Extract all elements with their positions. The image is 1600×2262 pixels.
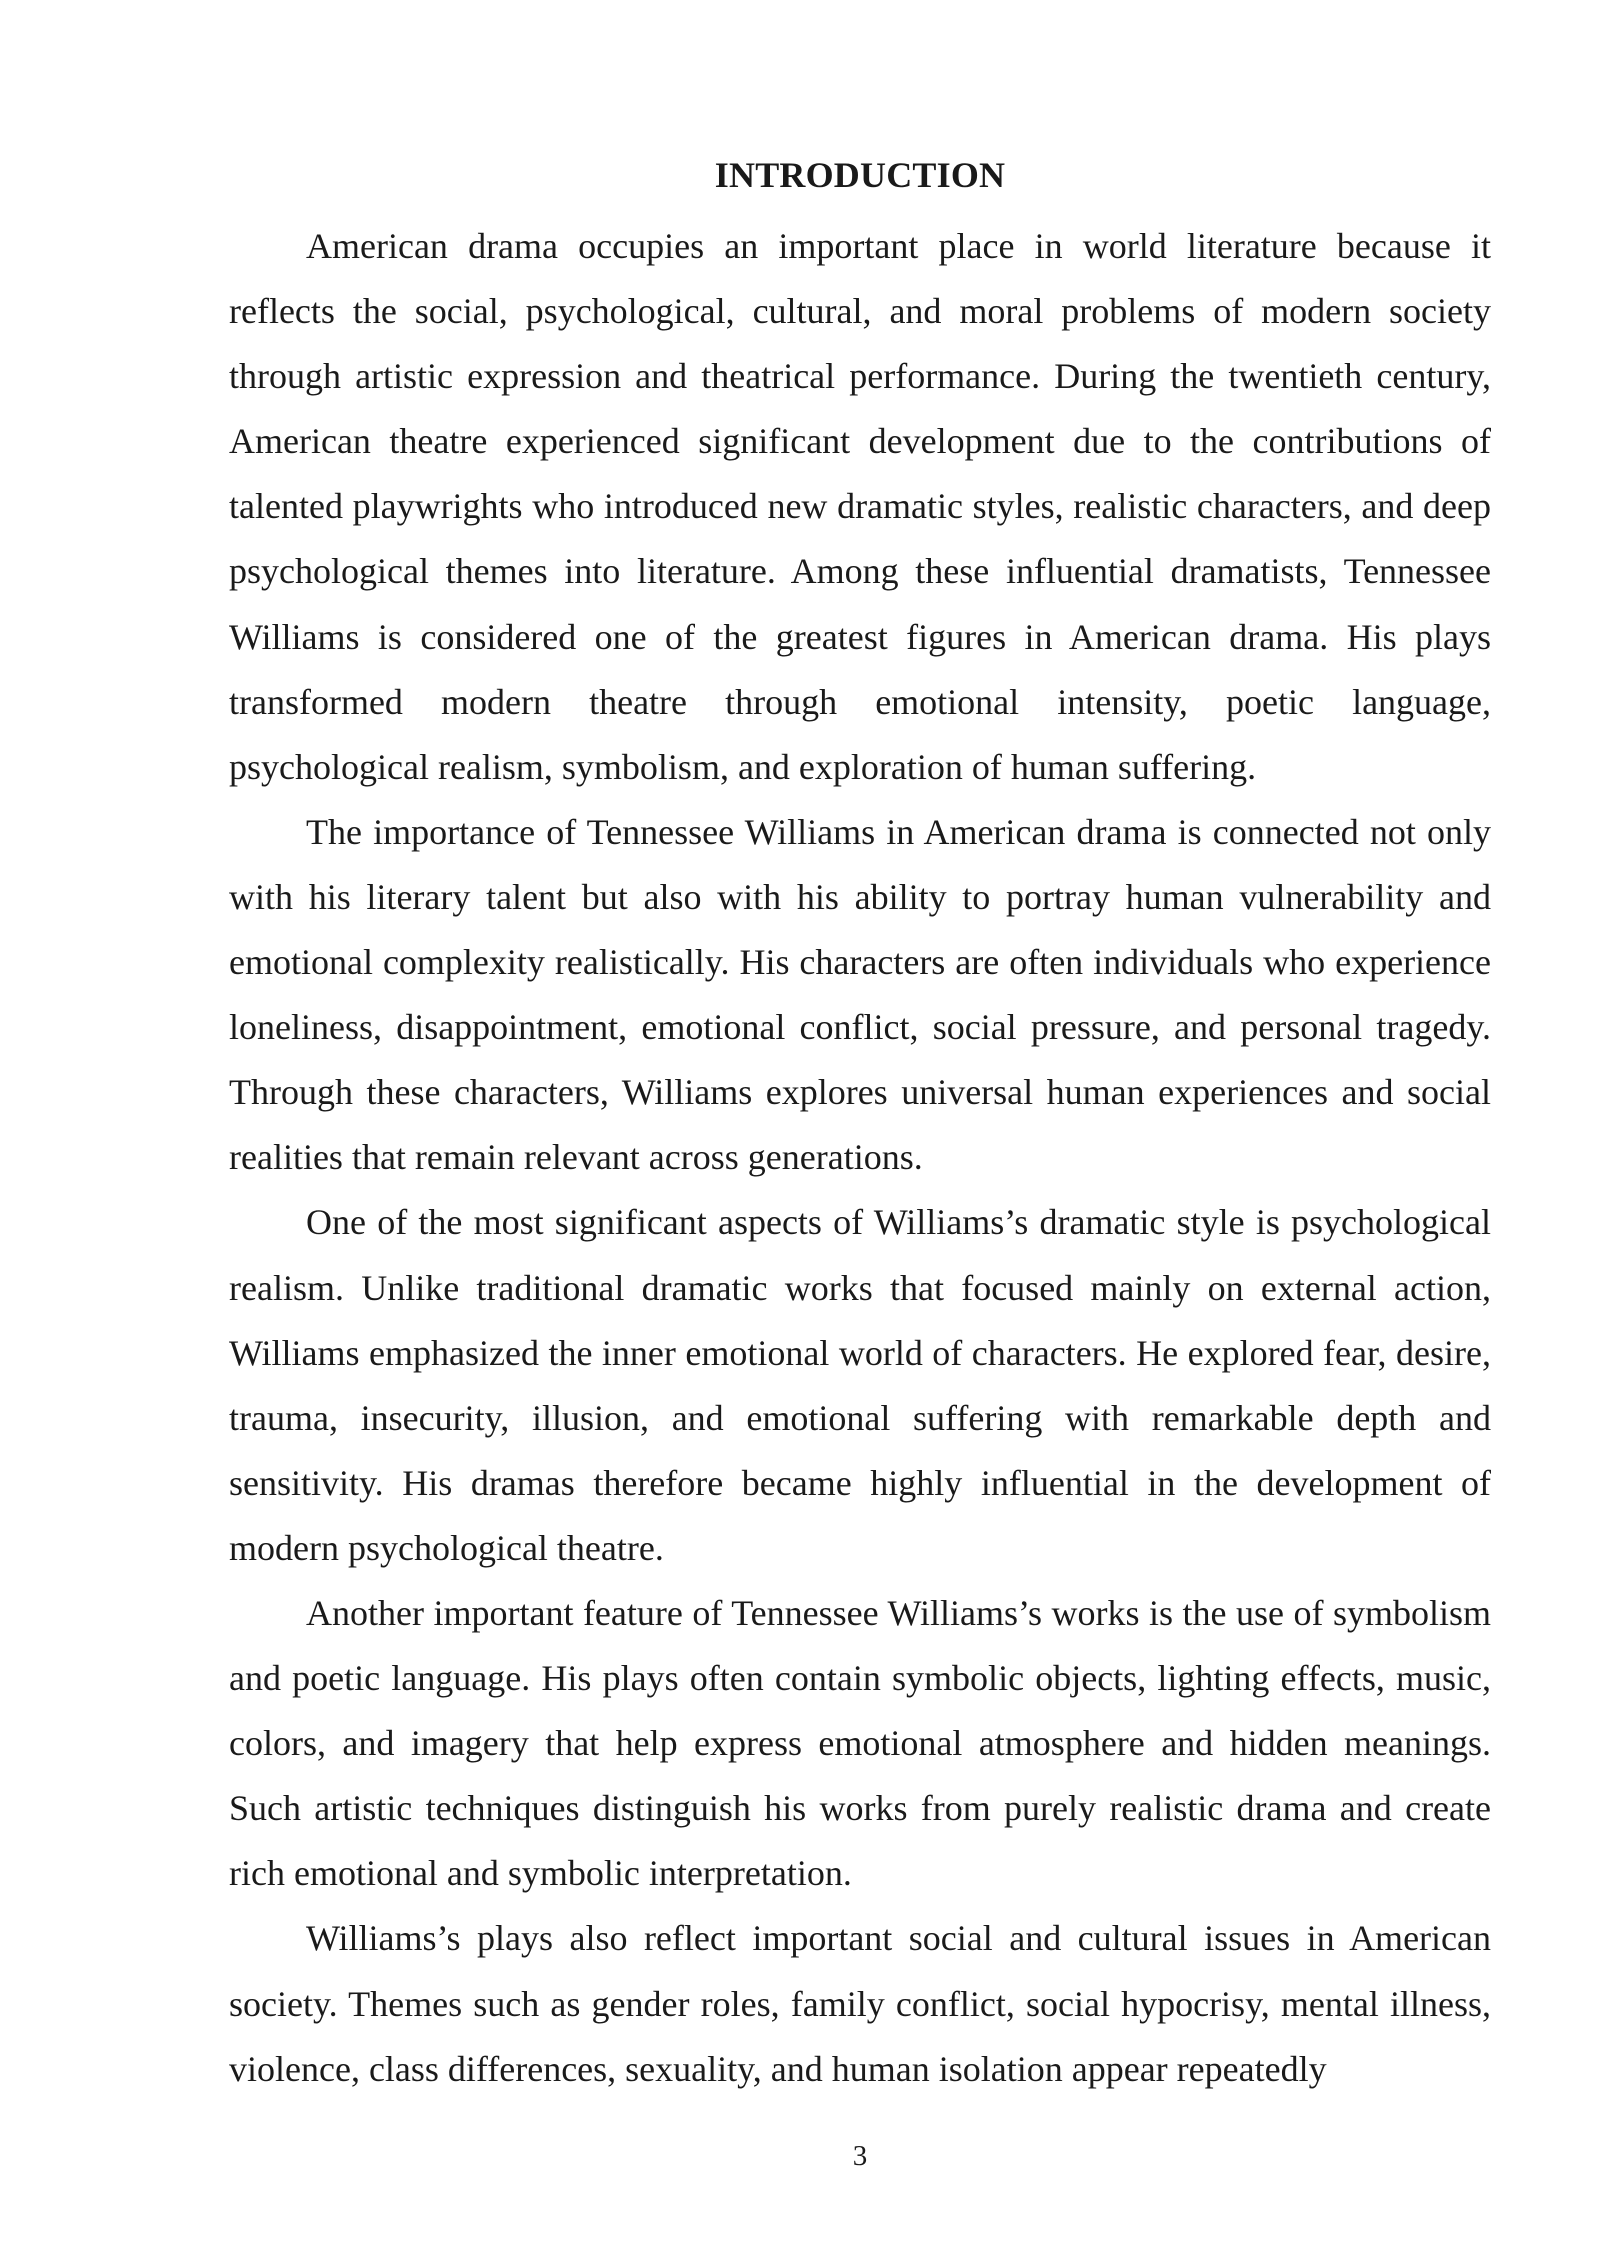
paragraph-3: One of the most significant aspects of Williams’s dramatic style is psychological realism. Unlike traditional dramatic works that focused mainly on external action, Williams emphasized the inner emotional world of characters. He explored fear, desire, trauma, insecurity, illusion, and emotional suffering with remarkable depth and sensitivity. His dramas therefore became highly influential in the development of modern psychological theatre. xyxy=(229,1202,1491,1568)
paragraph-4: Another important feature of Tennessee Williams’s works is the use of symbolism and poetic language. His plays often contain symbolic objects, lighting effects, music, colors, and imagery that help express emotional atmosphere and hidden meanings. Such artistic techniques distinguish his works from purely realistic drama and create rich emotional and symbolic interpretation. xyxy=(229,1592,1491,1894)
body-text xyxy=(229,214,1491,2102)
paragraph-2: The importance of Tennessee Williams in American drama is connected not only with his literary talent but also with his ability to portray human vulnerability and emotional complexity realistically. His characters are often individuals who experience loneliness, disappointment, emotional conflict, social pressure, and personal tragedy. Through these characters, Williams explores universal human experiences and social realities that remain relevant across generations. xyxy=(229,811,1491,1178)
paragraph-5: Williams’s plays also reflect important social and cultural issues in American society. Themes such as gender roles, family conflict, social hypocrisy, mental illness, violence, class differences, sexuality, and human isolation appear repeatedly xyxy=(229,1918,1491,2089)
page-number: 3 xyxy=(852,2140,868,2172)
section-heading: INTRODUCTION xyxy=(714,155,1006,195)
paragraph-1: American drama occupies an important place in world literature because it reflects the social, psychological, cultural, and moral problems of modern society through artistic expression and theatrical performance. During the twentieth century, American theatre experienced significant development due to the contributions of talented playwrights who introduced new dramatic styles, realistic characters, and deep psychological themes into literature. Among these influential dramatists, Tennessee Williams is considered one of the greatest figures in American drama. His plays transformed modern theatre through emotional intensity, poetic language, psychological realism, symbolism, and exploration of human suffering. xyxy=(229,226,1491,787)
